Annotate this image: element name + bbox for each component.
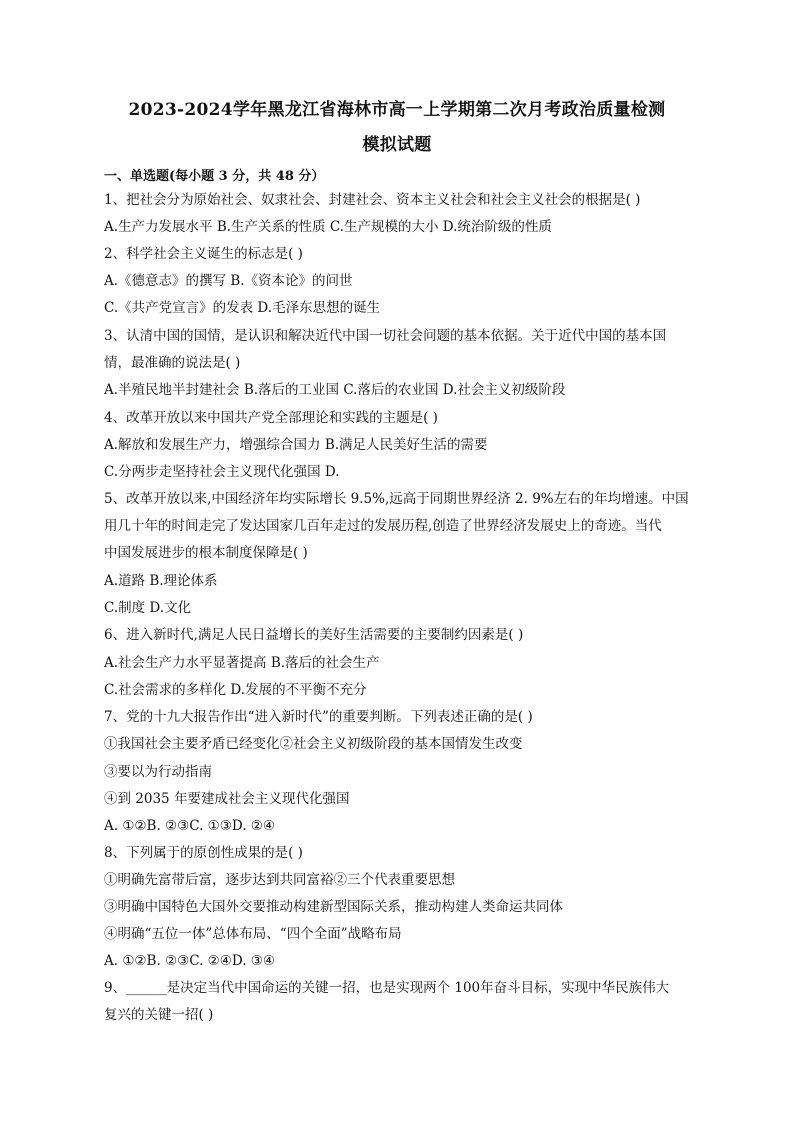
- text-line: 1、把社会分为原始社会、奴隶社会、封建社会、资本主义社会和社会主义社会的根据是( ): [104, 192, 641, 208]
- text-line: A.半殖民地半封建社会 B.落后的工业国 C.落后的农业国 D.社会主义初级阶段: [104, 382, 566, 398]
- text-line: 4、改革开放以来中国共产党全部理论和实践的主题是( ): [104, 410, 438, 426]
- text-line: A.生产力发展水平 B.生产关系的性质 C.生产规模的大小 D.统治阶级的性质: [104, 219, 552, 235]
- text-line: 7、党的十九大报告作出“进入新时代”的重要判断。下列表述正确的是( ): [104, 709, 533, 725]
- text-line: 8、下列属于的原创性成果的是( ): [104, 845, 303, 861]
- text-line: ①明确先富带后富，逐步达到共同富裕②三个代表重要思想: [104, 872, 455, 888]
- document-title-line-1: 2023-2024学年黑龙江省海林市高一上学期第二次月考政治质量检测: [128, 100, 666, 120]
- text-line: ④到 2035 年要建成社会主义现代化强国: [104, 791, 350, 807]
- text-line: A. ①②B. ②③C. ②④D. ③④: [104, 953, 276, 969]
- text-line: 6、进入新时代,满足人民日益增长的美好生活需要的主要制约因素是( ): [104, 627, 524, 643]
- text-line: 3、认清中国的国情，是认识和解决近代中国一切社会问题的基本依据。关于近代中国的基本国: [104, 328, 667, 344]
- text-line: A. ①②B. ②③C. ①③D. ②④: [104, 818, 276, 834]
- text-line: A.道路 B.理论体系: [104, 573, 218, 589]
- text-line: 9、______是决定当代中国命运的关键一招，也是实现两个 100年奋斗目标，实现中华民族伟大: [104, 980, 670, 996]
- text-line: 5、改革开放以来,中国经济年均实际增长 9.5%,远高于同期世界经济 2. 9%左右的年均增速。中国: [104, 491, 689, 507]
- section-heading: 一、单选题(每小题 3 分，共 48 分）: [104, 169, 325, 184]
- text-line: ①我国社会主要矛盾已经变化②社会主义初级阶段的基本国情发生改变: [104, 736, 523, 752]
- text-line: ③要以为行动指南: [104, 764, 212, 780]
- text-line: C.分两步走坚持社会主义现代化强国 D.: [104, 464, 340, 480]
- document-title-line-2: 模拟试题: [362, 135, 432, 155]
- text-line: C.制度 D.文化: [104, 600, 192, 616]
- text-line: 中国发展进步的根本制度保障是( ): [104, 545, 308, 561]
- text-line: 复兴的关键一招( ): [104, 1007, 214, 1023]
- text-line: 情，最准确的说法是( ): [104, 355, 241, 371]
- text-line: C.社会需求的多样化 D.发展的不平衡不充分: [104, 682, 367, 698]
- text-line: 2、科学社会主义诞生的标志是( ): [104, 246, 303, 262]
- text-line: ④明确“五位一体”总体布局、“四个全面”战略布局: [104, 926, 402, 942]
- text-line: ③明确中国特色大国外交要推动构建新型国际关系，推动构建人类命运共同体: [104, 899, 563, 915]
- text-line: A.社会生产力水平显著提高 B.落后的社会生产: [104, 655, 380, 671]
- text-line: C.《共产党宣言》的发表 D.毛泽东思想的诞生: [104, 300, 381, 316]
- text-line: 用几十年的时间走完了发达国家几百年走过的发展历程,创造了世界经济发展史上的奇迹。当代: [104, 518, 662, 534]
- text-line: A.《德意志》的撰写 B.《资本论》的问世: [104, 273, 353, 289]
- text-line: A.解放和发展生产力，增强综合国力 B.满足人民美好生活的需要: [104, 437, 488, 453]
